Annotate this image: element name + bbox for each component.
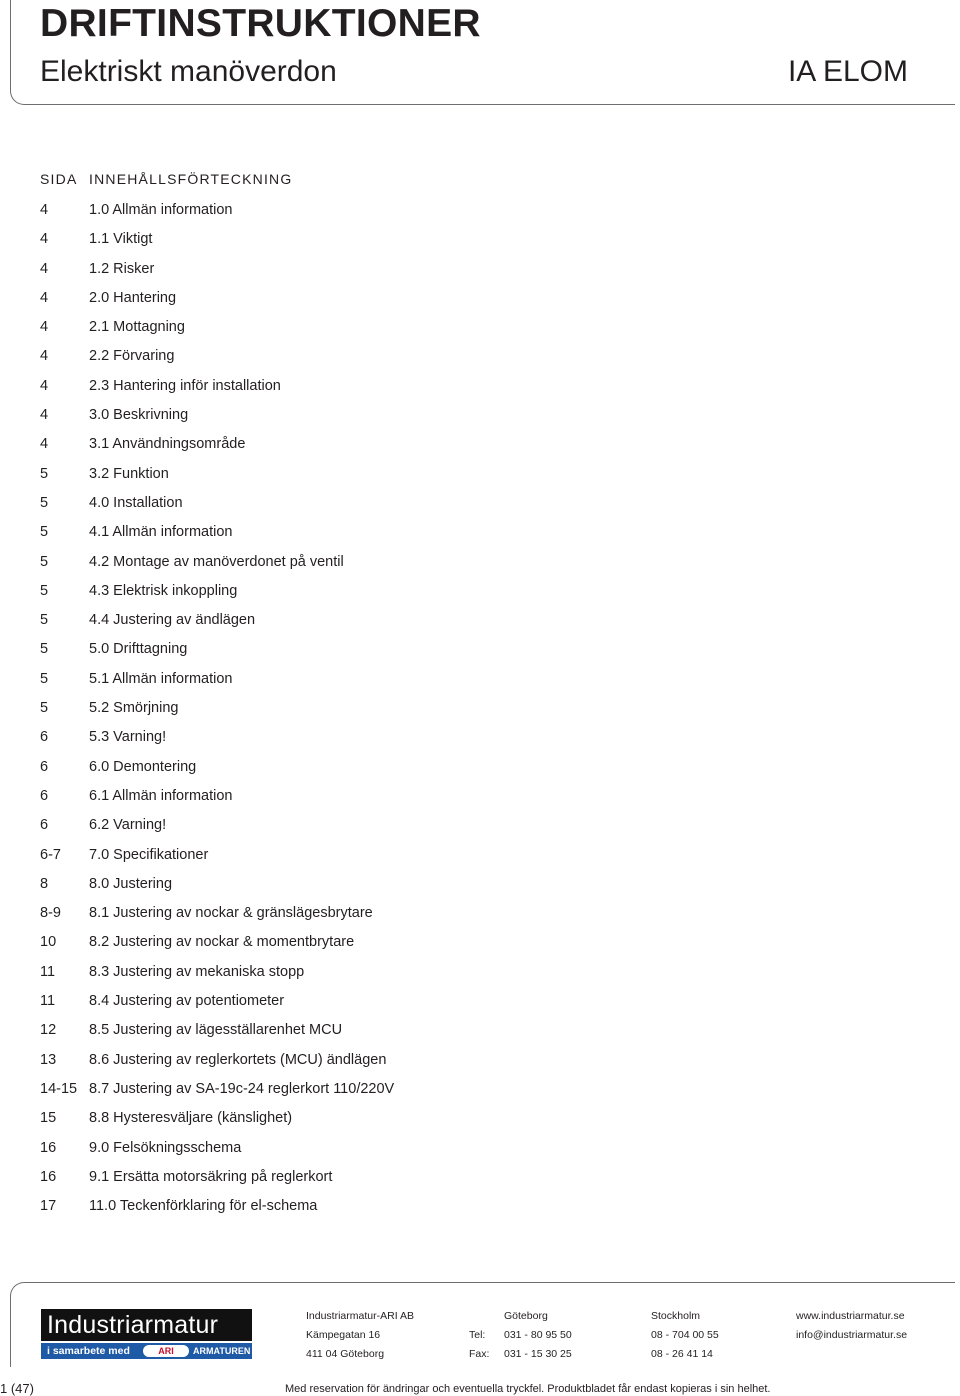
toc-entry-page: 5 — [40, 700, 49, 717]
toc-entry-title: 11.0 Teckenförklaring för el-schema — [89, 1198, 318, 1215]
toc-entry-page: 14-15 — [40, 1080, 78, 1097]
toc-entry-title: 4.2 Montage av manöverdonet på ventil — [89, 553, 344, 570]
toc-entry-page: 8 — [40, 875, 49, 892]
toc-entry-title: 1.1 Viktigt — [89, 231, 153, 248]
toc-entry-page: 5 — [40, 524, 49, 541]
toc-entry-title: 1.0 Allmän information — [89, 202, 233, 218]
toc-entry-page: 11 — [40, 963, 56, 980]
toc-entry-page: 5 — [40, 582, 49, 599]
company-name: Industriarmatur-ARI AB — [306, 1310, 414, 1322]
toc-entry-title: 4.1 Allmän information — [89, 524, 233, 541]
toc-entry-title: 5.0 Drifttagning — [89, 641, 188, 658]
toc-entry-title: 3.1 Användningsområde — [89, 436, 246, 453]
website-link[interactable]: www.industriarmatur.se — [796, 1310, 905, 1322]
toc-entry-title: 9.1 Ersätta motorsäkring på reglerkort — [89, 1168, 333, 1185]
toc-entry-title: 8.2 Justering av nockar & momentbrytare — [89, 934, 355, 951]
toc-entry-title: 2.0 Hantering — [89, 289, 177, 306]
toc-entry-title: 8.3 Justering av mekaniska stopp — [89, 963, 305, 980]
toc-entry-page: 5 — [40, 612, 49, 629]
toc-entry-page: 16 — [40, 1139, 57, 1156]
toc-entry-page: 6 — [40, 787, 49, 804]
logo-tagline: i samarbete med — [47, 1345, 130, 1357]
toc-entry-page: 13 — [40, 1051, 57, 1068]
toc-entry-title: 8.8 Hysteresväljare (känslighet) — [89, 1110, 293, 1127]
goteborg-fax: 031 - 15 30 25 — [504, 1348, 572, 1360]
stockholm-city: Stockholm — [651, 1310, 701, 1322]
toc-entry-title: 8.1 Justering av nockar & gränslägesbrytare — [89, 905, 373, 922]
goteborg-tel: 031 - 80 95 50 — [504, 1329, 572, 1341]
toc-entry-title: 3.0 Beskrivning — [89, 407, 189, 424]
toc-entry-page: 6 — [40, 758, 49, 775]
toc-entry-title: 2.1 Mottagning — [89, 319, 185, 336]
toc-entry-title: 4.3 Elektrisk inkoppling — [89, 582, 238, 599]
toc-entry-title: 5.3 Varning! — [89, 729, 167, 746]
goteborg-city: Göteborg — [504, 1310, 548, 1322]
toc-entry-title: 6.2 Varning! — [89, 817, 167, 834]
toc-entry-page: 6-7 — [40, 846, 61, 863]
document-title: DRIFTINSTRUKTIONER — [40, 2, 481, 45]
page-number: 1 (47) — [0, 1381, 34, 1396]
toc-entry-title: 7.0 Specifikationer — [89, 846, 209, 863]
company-logo — [41, 1309, 252, 1359]
toc-entry-page: 5 — [40, 641, 49, 658]
logo-brand: ARMATUREN — [193, 1346, 251, 1356]
toc-title-column-header: INNEHÅLLSFÖRTECKNING — [89, 171, 293, 187]
postal-address: 411 04 Göteborg — [306, 1348, 385, 1360]
toc-entry-title: 9.0 Felsökningsschema — [89, 1139, 242, 1156]
toc-page-column-header: SIDA — [40, 171, 78, 187]
fax-label: Fax: — [469, 1348, 490, 1360]
toc-entry-title: 6.0 Demontering — [89, 758, 197, 775]
email-link[interactable]: info@industriarmatur.se — [796, 1329, 908, 1341]
stockholm-tel: 08 - 704 00 55 — [651, 1329, 719, 1341]
disclaimer: Med reservation för ändringar och eventuella tryckfel. Produktbladet får endast kopieras i sin helhet. — [285, 1383, 771, 1395]
toc-entry-page: 6 — [40, 817, 49, 834]
toc-entry-title: 8.4 Justering av potentiometer — [89, 993, 285, 1010]
toc-entry-title: 8.5 Justering av lägesställarenhet MCU — [89, 1022, 343, 1039]
toc-entry-page: 4 — [40, 377, 49, 394]
toc-entry-title: 4.0 Installation — [89, 494, 183, 511]
toc-entry-page: 4 — [40, 202, 49, 218]
ari-logo-icon: ARI — [143, 1345, 189, 1357]
toc-entry-page: 4 — [40, 231, 49, 248]
toc-entry-title: 6.1 Allmän information — [89, 787, 233, 804]
toc-entry-page: 16 — [40, 1168, 57, 1185]
toc-entry-title: 8.6 Justering av reglerkortets (MCU) ändlägen — [89, 1051, 387, 1068]
toc-entry-title: 2.3 Hantering inför installation — [89, 377, 281, 394]
toc-entry-title: 5.1 Allmän information — [89, 670, 233, 687]
toc-entry-page: 4 — [40, 319, 49, 336]
toc-entry-page: 4 — [40, 348, 49, 365]
product-code: IA ELOM — [787, 55, 908, 88]
toc-entry-page: 10 — [40, 934, 57, 951]
toc-entry-title: 3.2 Funktion — [89, 465, 169, 482]
document-subtitle: Elektriskt manöverdon — [40, 55, 337, 88]
toc-entry-page: 15 — [40, 1110, 57, 1127]
toc-entry-page: 4 — [40, 260, 49, 277]
toc-entry-page: 5 — [40, 553, 49, 570]
toc-entry-title: 5.2 Smörjning — [89, 700, 179, 717]
toc-entry-page: 6 — [40, 729, 49, 746]
toc-entry-title: 8.0 Justering — [89, 875, 173, 892]
tel-label: Tel: — [469, 1329, 486, 1341]
toc-entry-page: 4 — [40, 436, 49, 453]
toc-entry-page: 8-9 — [40, 905, 61, 922]
street-address: Kämpegatan 16 — [306, 1329, 381, 1341]
toc-entry-page: 4 — [40, 289, 49, 306]
toc-entry-title: 4.4 Justering av ändlägen — [89, 612, 256, 629]
toc-entry-page: 5 — [40, 670, 49, 687]
logo-wordmark: Industriarmatur — [41, 1309, 252, 1341]
toc-entry-page: 5 — [40, 494, 49, 511]
stockholm-fax: 08 - 26 41 14 — [651, 1348, 713, 1360]
toc-entry-title: 8.7 Justering av SA-19c-24 reglerkort 110/220V — [89, 1080, 395, 1097]
toc-entry-page: 11 — [40, 993, 56, 1010]
toc-entry-page: 12 — [40, 1022, 57, 1039]
logo-tagline-bar — [41, 1343, 252, 1359]
toc-entry-title: 1.2 Risker — [89, 260, 155, 277]
toc-entry-page: 5 — [40, 465, 49, 482]
toc-entry-page: 17 — [40, 1198, 57, 1215]
toc-entry-page: 4 — [40, 407, 49, 424]
toc-entry-title: 2.2 Förvaring — [89, 348, 175, 365]
